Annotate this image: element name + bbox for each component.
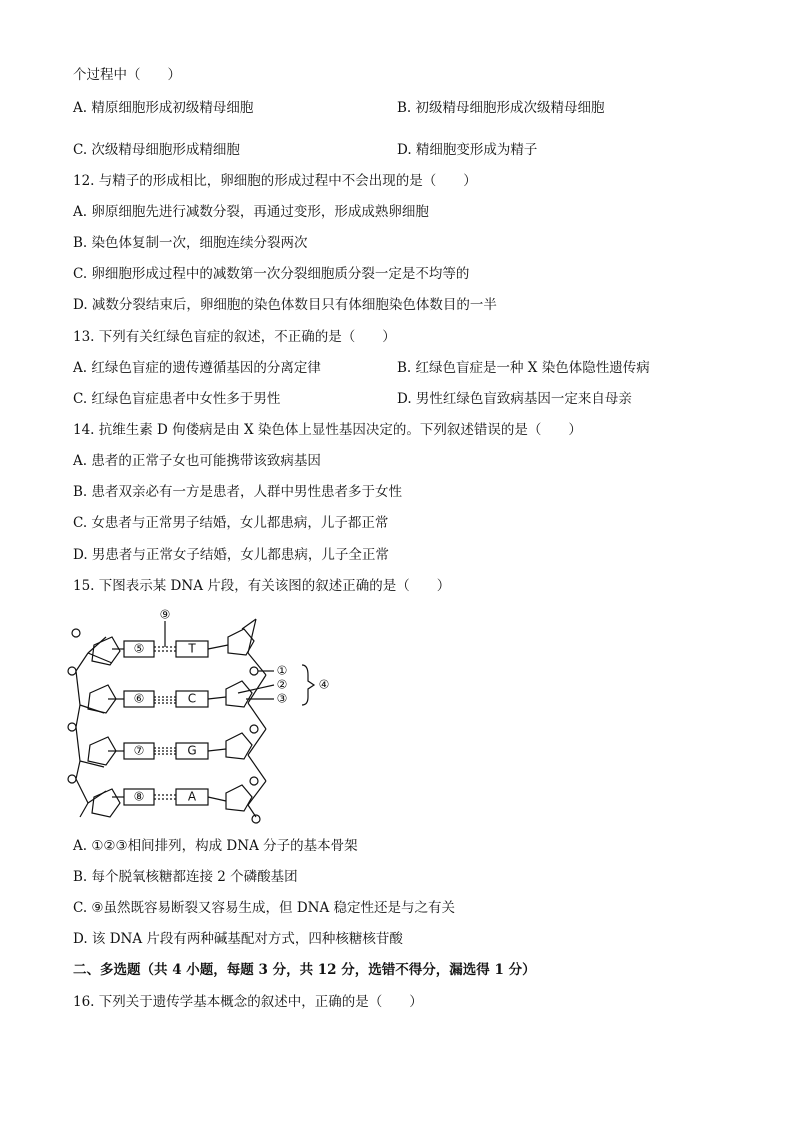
base-G: G xyxy=(187,743,197,758)
q15-option-b: B. 每个脱氧核糖都连接 2 个磷酸基团 xyxy=(73,869,298,885)
left-sugar-4 xyxy=(92,789,120,817)
base-A: A xyxy=(187,789,197,804)
q11-option-d: D. 精细胞变形成为精子 xyxy=(397,142,538,158)
q11-option-c: C. 次级精母细胞形成精细胞 xyxy=(73,142,240,158)
q11-option-a: A. 精原细胞形成初级精母细胞 xyxy=(73,100,254,116)
base-C: C xyxy=(187,691,197,706)
right-sugar-4 xyxy=(226,785,252,811)
q13-option-b: B. 红绿色盲症是一种 X 染色体隐性遗传病 xyxy=(397,360,650,376)
q15-option-c: C. ⑨虽然既容易断裂又容易生成，但 DNA 稳定性还是与之有关 xyxy=(73,900,456,916)
q12-option-d: D. 减数分裂结束后，卵细胞的染色体数目只有体细胞染色体数目的一半 xyxy=(73,297,497,313)
q13-option-d: D. 男性红绿色盲致病基因一定来自母亲 xyxy=(397,391,632,407)
group-label: ④ xyxy=(318,677,330,692)
hydrogen-bond-label: ⑨ xyxy=(159,607,171,622)
base-label-3: ⑦ xyxy=(133,743,145,758)
q11-stem-continued: 个过程中（ ） xyxy=(73,67,181,83)
callout-3: ③ xyxy=(276,691,288,706)
q14-option-d: D. 男患者与正常女子结婚，女儿都患病，儿子全正常 xyxy=(73,547,389,563)
base-label-4: ⑧ xyxy=(133,789,145,804)
q12-option-a: A. 卵原细胞先进行减数分裂，再通过变形，形成成熟卵细胞 xyxy=(73,204,429,220)
q15-stem: 15. 下图表示某 DNA 片段，有关该图的叙述正确的是（ ） xyxy=(73,578,451,594)
q14-stem: 14. 抗维生素 D 佝偻病是由 X 染色体上显性基因决定的。下列叙述错误的是（ ） xyxy=(73,422,582,438)
callout-2: ② xyxy=(276,677,288,692)
q14-option-c: C. 女患者与正常男子结婚，女儿都患病，儿子都正常 xyxy=(73,515,389,531)
base-label-1: ⑤ xyxy=(133,641,145,656)
q15-option-a: A. ①②③相间排列，构成 DNA 分子的基本骨架 xyxy=(73,838,358,854)
q12-option-c: C. 卵细胞形成过程中的减数第一次分裂细胞质分裂一定是不均等的 xyxy=(73,266,470,282)
dna-fragment-figure xyxy=(60,605,340,825)
q12-stem: 12. 与精子的形成相比，卵细胞的形成过程中不会出现的是（ ） xyxy=(73,173,477,189)
q11-option-b: B. 初级精母细胞形成次级精母细胞 xyxy=(397,100,605,116)
q16-stem: 16. 下列关于遗传学基本概念的叙述中，正确的是（ ） xyxy=(73,994,423,1010)
callout-1: ① xyxy=(276,663,288,678)
q13-stem: 13. 下列有关红绿色盲症的叙述，不正确的是（ ） xyxy=(73,329,396,345)
base-T: T xyxy=(188,641,196,656)
q12-option-b: B. 染色体复制一次，细胞连续分裂两次 xyxy=(73,235,308,251)
q13-option-c: C. 红绿色盲症患者中女性多于男性 xyxy=(73,391,281,407)
base-label-2: ⑥ xyxy=(133,691,145,706)
q14-option-b: B. 患者双亲必有一方是患者，人群中男性患者多于女性 xyxy=(73,484,403,500)
section-heading-multiple-choice: 二、多选题（共 4 小题，每题 3 分，共 12 分，选错不得分，漏选得 1 分） xyxy=(73,962,536,978)
q13-option-a: A. 红绿色盲症的遗传遵循基因的分离定律 xyxy=(73,360,321,376)
q14-option-a: A. 患者的正常子女也可能携带该致病基因 xyxy=(73,453,321,469)
q15-option-d: D. 该 DNA 片段有两种碱基配对方式，四种核糖核苷酸 xyxy=(73,931,403,947)
